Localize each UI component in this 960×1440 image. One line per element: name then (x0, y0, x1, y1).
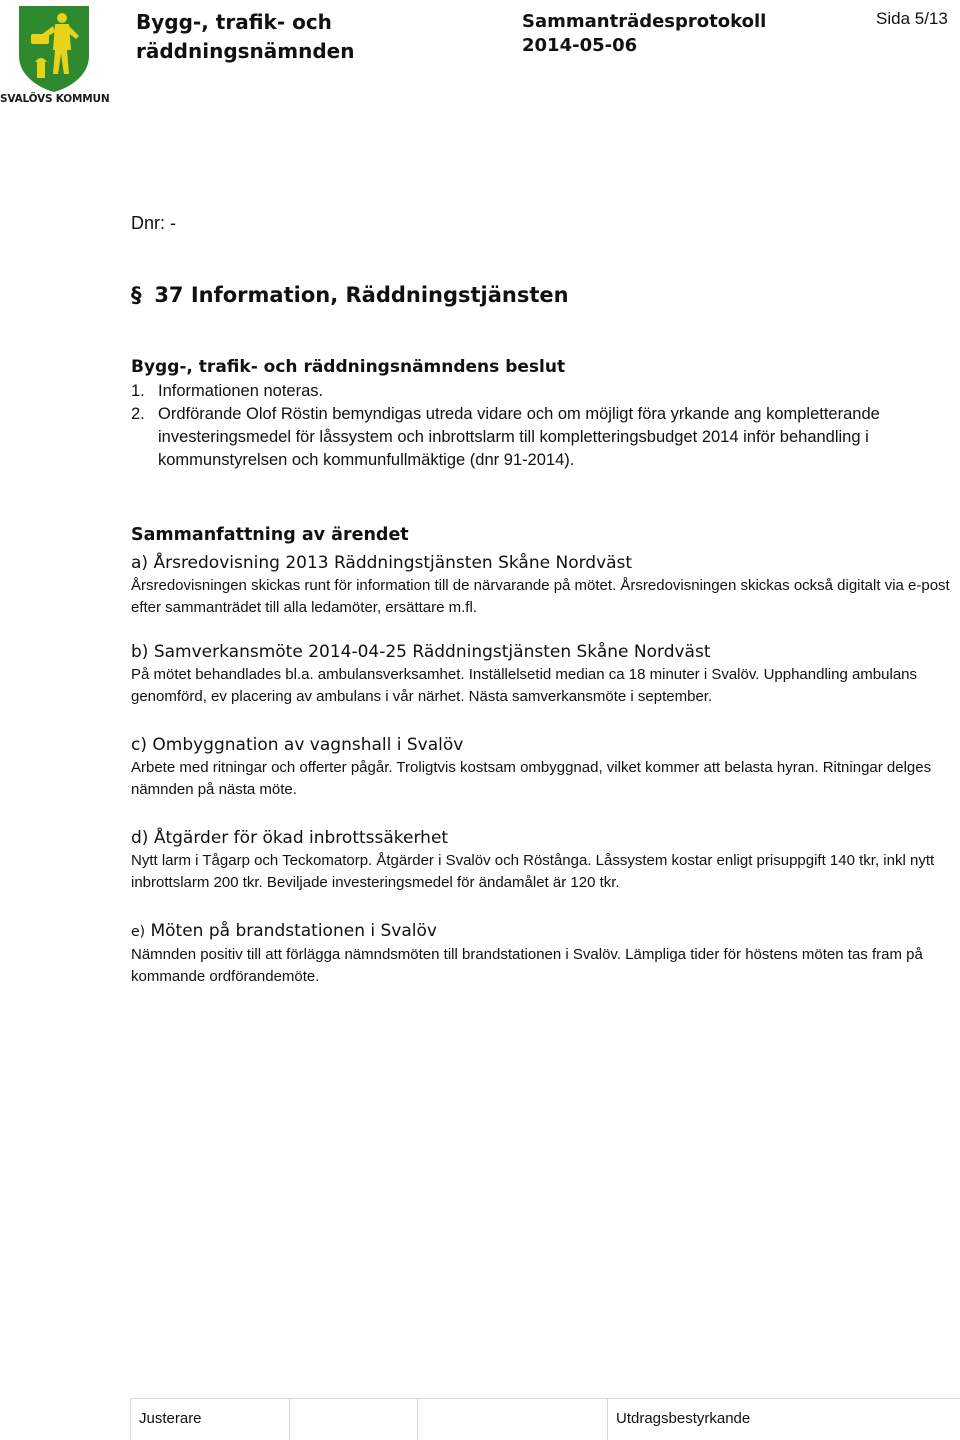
section-title: a) Årsredovisning 2013 Räddningstjänsten Skåne Nordväst (131, 553, 633, 573)
signature-footer (130, 1398, 960, 1440)
decision-text: Informationen noteras. (158, 382, 324, 400)
decision-list (131, 380, 931, 472)
signature-box (417, 1399, 607, 1440)
summary-section (131, 733, 951, 801)
summary-sections (131, 551, 951, 988)
summary-section (131, 551, 951, 619)
justerare-label: Justerare (130, 1399, 289, 1440)
section-title: d) Åtgärder för ökad inbrottssäkerhet (131, 828, 449, 848)
section-title: e) Möten på brandstationen i Svalöv (131, 921, 437, 941)
decision-item (131, 380, 931, 403)
page-number: Sida 5/13 (876, 9, 948, 28)
section-symbol: § (131, 283, 142, 307)
meeting-date: 2014-05-06 (522, 35, 638, 56)
summary-section (131, 919, 951, 988)
utdrag-label: Utdragsbestyrkande (607, 1399, 959, 1440)
decision-item (131, 403, 931, 472)
decision-heading: Bygg-, trafik- och räddningsnämndens beslut (131, 357, 566, 377)
municipality-logo (0, 0, 110, 108)
section-body: Nytt larm i Tågarp och Teckomatorp. Åtgärder i Svalöv och Röstånga. Låssystem kostar enligt prisuppgift 140 tkr, inkl nytt inbrottslarm 200 tkr. Beviljade investeringsmedel för ändamålet är 120 tkr. (131, 852, 935, 891)
organization-name: Bygg-, trafik- och räddningsnämnden (136, 10, 355, 63)
section-title: c) Ombyggnation av vagnshall i Svalöv (131, 735, 464, 755)
dnr-label: Dnr: - (131, 213, 176, 233)
paragraph-title: 37 Information, Räddningstjänsten (154, 283, 569, 307)
section-body: På mötet behandlades bl.a. ambulansverksamhet. Inställelsetid median ca 18 minuter i Svalöv. Upphandling ambulans genomförd, ev placering av ambulans i vår närhet. Nästa samverkansmöte i september. (131, 666, 918, 705)
decision-number: 2. (131, 405, 145, 423)
section-title: b) Samverkansmöte 2014-04-25 Räddningstjänsten Skåne Nordväst (131, 642, 711, 662)
section-body: Nämnden positiv till att förlägga nämndsmöten till brandstationen i Svalöv. Lämpliga tider för höstens möten tas fram på kommande ordförandemöte. (131, 946, 923, 985)
signature-box (289, 1399, 417, 1440)
decision-text: Ordförande Olof Röstin bemyndigas utreda vidare och om möjligt föra yrkande ang kompletterande investeringsmedel för låssystem och inbrottslarm till kompletteringsbudget 2014 inför behandling i kommunstyrelsen och kommunfullmäktige (dnr 91-2014). (158, 405, 880, 469)
protocol-title: Sammanträdesprotokoll (522, 11, 767, 32)
paragraph-heading (131, 283, 569, 307)
summary-heading: Sammanfattning av ärendet (131, 525, 409, 545)
decision-number: 1. (131, 382, 145, 400)
coat-of-arms-icon (17, 4, 91, 92)
section-body: Arbete med ritningar och offerter pågår. Troligtvis kostsam ombyggnad, vilket kommer att belasta hyran. Ritningar delges nämnden på nästa möte. (131, 759, 932, 798)
summary-section (131, 826, 951, 894)
logo-text: SVALÖVS KOMMUN (0, 93, 110, 105)
section-body: Årsredovisningen skickas runt för information till de närvarande på mötet. Årsredovisningen skickas också digitalt via e-post efter sammanträdet till alla ledamöter, ersättare m.fl. (131, 577, 950, 616)
summary-section (131, 640, 951, 708)
